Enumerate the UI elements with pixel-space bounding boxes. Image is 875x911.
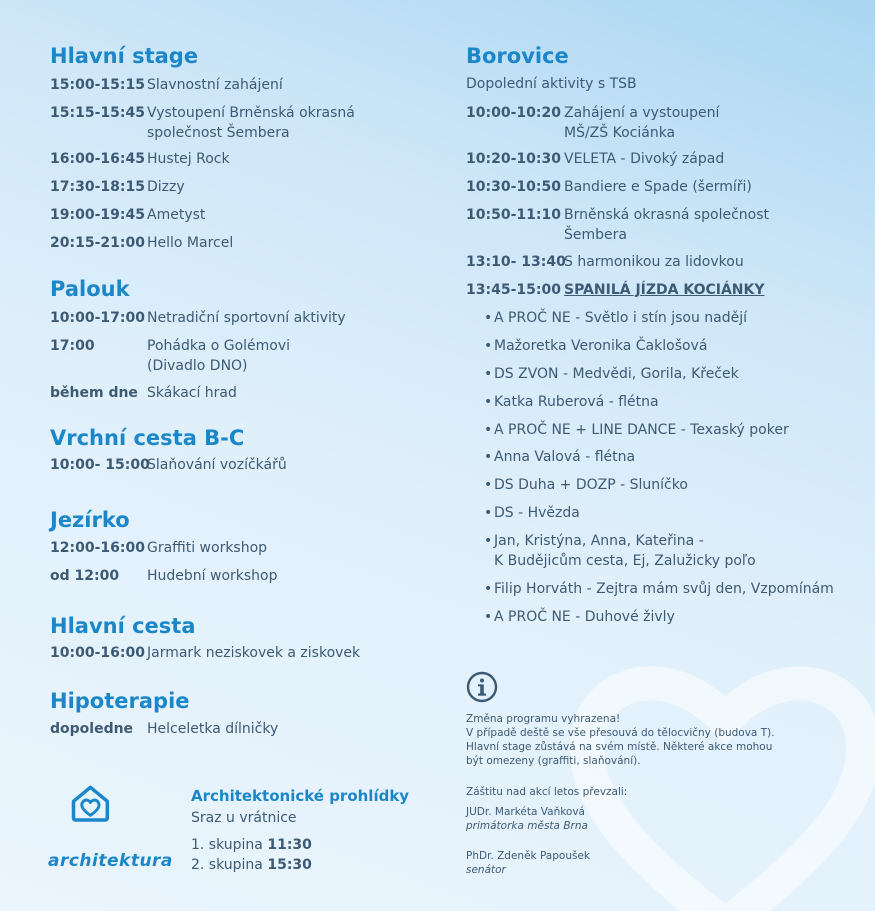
list-item: • A PROČ NE - Duhové živly xyxy=(484,609,675,625)
notice-line: V případě deště se vše přesouvá do tělocvičny (budova T). xyxy=(466,727,775,739)
section-title-vrchni-cesta: Vrchní cesta B-C xyxy=(50,426,245,450)
list-item: • Anna Valová - flétna xyxy=(484,449,636,465)
architecture-group: 2. skupina 15:30 xyxy=(191,857,312,873)
notice-line: Hlavní stage zůstává na svém místě. Některé akce mohou xyxy=(466,741,773,753)
list-item: • DS Duha + DOZP - Sluníčko xyxy=(484,477,688,493)
list-item: • DS ZVON - Medvědi, Gorila, Křeček xyxy=(484,366,739,382)
schedule-row: 10:30-10:50 Bandiere e Spade (šermíři) xyxy=(466,179,752,195)
list-item: • A PROČ NE + LINE DANCE - Texaský poker xyxy=(484,422,789,438)
heart-outline-icon xyxy=(560,640,875,911)
section-title-hlavni-stage: Hlavní stage xyxy=(50,44,199,68)
schedule-row: 20:15-21:00 Hello Marcel xyxy=(50,235,234,251)
section-title-hipoterapie: Hipoterapie xyxy=(50,689,190,713)
schedule-row: 10:00-16:00 Jarmark neziskovek a ziskovek xyxy=(50,645,361,661)
list-item: • Jan, Kristýna, Anna, Kateřina - K Budějicům cesta, Ej, Zalužicky poľo xyxy=(484,533,756,569)
architektura-logo-text: architektura xyxy=(48,851,173,871)
patron-role: primátorka města Brna xyxy=(466,820,588,832)
list-item: • DS - Hvězda xyxy=(484,505,580,521)
schedule-row: 10:50-11:10 Brněnská okrasná společnost Šembera xyxy=(466,207,770,243)
patron-title: Záštitu nad akcí letos převzali: xyxy=(466,786,628,798)
list-item: • Mažoretka Veronika Čaklošová xyxy=(484,338,708,354)
schedule-row: 10:00- 15:00 Slaňování vozíčkářů xyxy=(50,457,287,473)
info-icon xyxy=(466,671,498,703)
patron-name: JUDr. Markéta Vaňková xyxy=(466,806,585,818)
spanila-jizda-link[interactable]: SPANILÁ JÍZDA KOCIÁNKY xyxy=(564,282,765,298)
patron-name: PhDr. Zdeněk Papoušek xyxy=(466,850,591,862)
schedule-row: 17:30-18:15 Dizzy xyxy=(50,179,185,195)
notice-line: Změna programu vyhrazena! xyxy=(466,713,621,725)
section-title-hlavni-cesta: Hlavní cesta xyxy=(50,614,196,638)
schedule-row: 17:00 Pohádka o Golémovi (Divadlo DNO) xyxy=(50,338,291,374)
architecture-meet: Sraz u vrátnice xyxy=(191,810,297,826)
schedule-row: 15:00-15:15 Slavnostní zahájení xyxy=(50,77,283,93)
section-title-jezirko: Jezírko xyxy=(50,508,130,532)
schedule-row: 10:00-17:00 Netradiční sportovní aktivity xyxy=(50,310,346,326)
section-title-palouk: Palouk xyxy=(50,277,130,301)
notice-line: být omezeny (graffiti, slaňování). xyxy=(466,755,641,767)
schedule-row: 13:10- 13:40 S harmonikou za lidovkou xyxy=(466,254,744,270)
schedule-row: 10:00-10:20 Zahájení a vystoupení MŠ/ZŠ Kociánka xyxy=(466,105,720,141)
schedule-row: 15:15-15:45 Vystoupení Brněnská okrasná společnost Šembera xyxy=(50,105,355,141)
list-item: • Filip Horváth - Zejtra mám svůj den, Vzpomínám xyxy=(484,581,834,597)
architecture-group: 1. skupina 11:30 xyxy=(191,837,312,853)
schedule-row: 12:00-16:00 Graffiti workshop xyxy=(50,540,268,556)
schedule-row: od 12:00 Hudební workshop xyxy=(50,568,278,584)
schedule-row: 13:45-15:00 SPANILÁ JÍZDA KOCIÁNKY xyxy=(466,282,765,298)
schedule-row: dopoledne Helceletka dílničky xyxy=(50,721,279,737)
architecture-title: Architektonické prohlídky xyxy=(191,787,410,805)
schedule-row: během dne Skákací hrad xyxy=(50,385,237,401)
schedule-row: 19:00-19:45 Ametyst xyxy=(50,207,206,223)
schedule-row: 16:00-16:45 Hustej Rock xyxy=(50,151,230,167)
list-item: • A PROČ NE - Světlo i stín jsou nadějí xyxy=(484,310,748,326)
house-heart-icon xyxy=(70,782,140,844)
section-subtitle: Dopolední aktivity s TSB xyxy=(466,76,637,92)
section-title-borovice: Borovice xyxy=(466,44,569,68)
patron-role: senátor xyxy=(466,864,506,876)
list-item: • Katka Ruberová - flétna xyxy=(484,394,659,410)
schedule-row: 10:20-10:30 VELETA - Divoký západ xyxy=(466,151,725,167)
